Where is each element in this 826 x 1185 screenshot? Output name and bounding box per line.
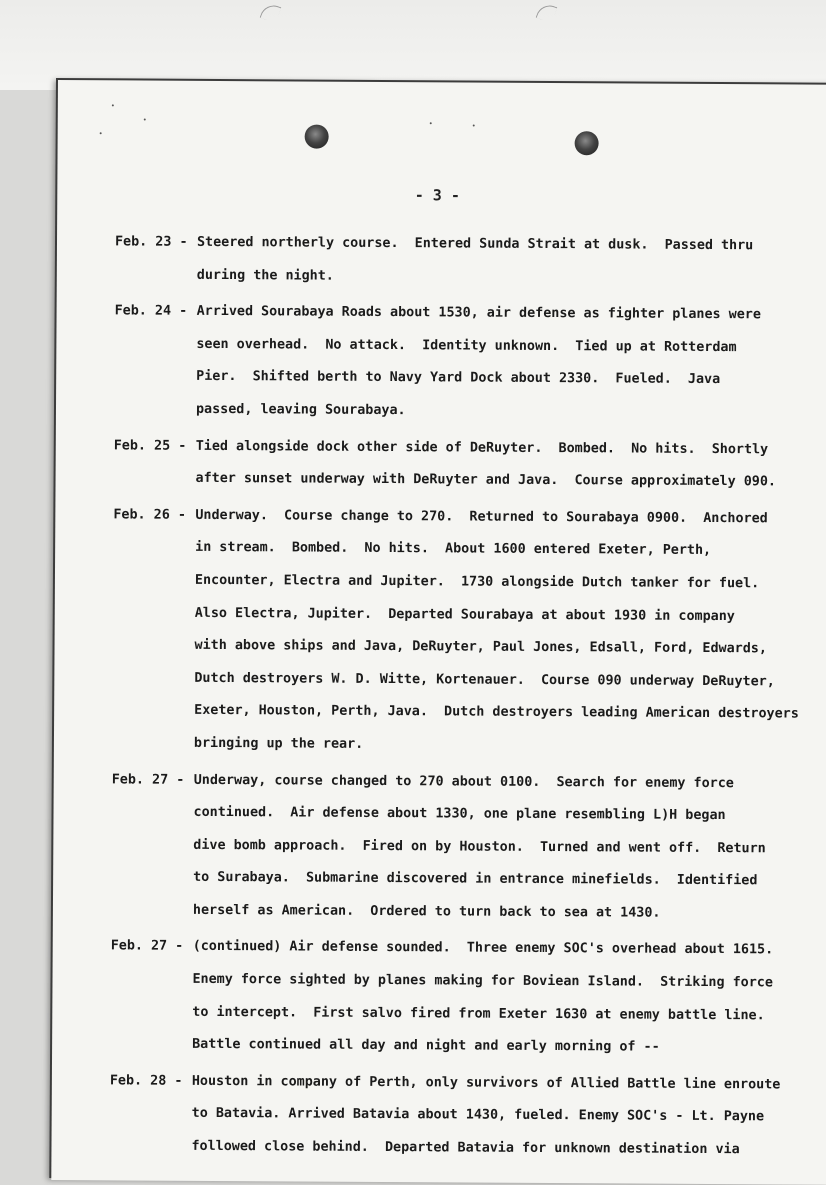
entry-line: Tied alongside dock other side of DeRuyter. Bombed. No hits. Shortly: [195, 438, 769, 457]
entry-text: [192, 931, 811, 1065]
entry-line: Exeter, Houston, Perth, Java. Dutch destroyers leading American destroyers: [194, 703, 799, 722]
entry-date: Feb. 27 -: [110, 938, 184, 955]
log-entry-feb-27-continued: [110, 931, 811, 1066]
entry-line: Also Electra, Jupiter. Departed Sourabaya at about 1930 in company: [194, 605, 735, 624]
entry-line: continued. Air defense about 1330, one plane resembling L)H began: [193, 804, 726, 824]
entry-text: [194, 500, 814, 765]
entry-line: Encounter, Electra and Jupiter. 1730 alongside Dutch tanker for fuel.: [194, 572, 760, 592]
entry-line: after sunset underway with DeRuyter and Java. Course approximately 090.: [195, 471, 777, 490]
page-number: - 3 -: [414, 186, 460, 205]
entry-line: to intercept. First salvo fired from Exeter 1630 at enemy battle line.: [192, 1004, 765, 1023]
log-entries: [109, 226, 815, 1171]
entry-line: to Surabaya. Submarine discovered in entrance minefields. Identified: [193, 870, 758, 889]
entry-date: Feb. 24 -: [114, 303, 188, 319]
log-entry-feb-24: [114, 296, 815, 431]
entry-line: Underway. Course change to 270. Returned to Sourabaya 0900. Anchored: [195, 507, 768, 527]
entry-line: Enemy force sighted by planes making for Boviean Island. Striking force: [192, 971, 773, 991]
document-page: [51, 80, 826, 1185]
punch-hole-right: [575, 131, 599, 155]
entry-line: bringing up the rear.: [193, 735, 364, 752]
entry-date: Feb. 27 -: [111, 771, 185, 788]
entry-line: Underway, course changed to 270 about 0100. Search for enemy force: [193, 772, 734, 791]
staple-mark-right: [536, 2, 558, 24]
entry-line: Houston in company of Perth, only survivors of Allied Battle line enroute: [191, 1073, 781, 1093]
entry-line: herself as American. Ordered to turn back to sea at 1430.: [192, 902, 661, 921]
log-entry-feb-23: [115, 226, 815, 295]
entry-line: seen overhead. No attack. Identity unknown. Tied up at Rotterdam: [196, 336, 737, 355]
entry-line: to Batavia. Arrived Batavia about 1430, fueled. Enemy SOC's - Lt. Payne: [191, 1106, 765, 1125]
entry-text: [191, 1066, 810, 1168]
entry-line: Dutch destroyers W. D. Witte, Kortenauer. Course 090 underway DeRuyter,: [194, 670, 775, 690]
paper-speck: [100, 132, 102, 134]
entry-text: [195, 430, 813, 499]
paper-speck: [430, 122, 432, 124]
background-strip: [0, 0, 826, 90]
entry-date: Feb. 26 -: [113, 507, 186, 523]
entry-line: Pier. Shifted berth to Navy Yard Dock about 2330. Fueled. Java: [196, 369, 721, 388]
entry-date: Feb. 25 -: [113, 437, 187, 454]
entry-line: Steered northerly course. Entered Sunda Strait at dusk. Passed thru: [196, 234, 754, 254]
entry-line: with above ships and Java, DeRuyter, Paul Jones, Edsall, Ford, Edwards,: [194, 637, 767, 657]
entry-line: dive bomb approach. Fired on by Houston. Turned and went off. Return: [193, 837, 766, 857]
entry-line: (continued) Air defense sounded. Three enemy SOC's overhead about 1615.: [192, 939, 774, 958]
entry-line: followed close behind. Departed Batavia for unknown destination via: [191, 1138, 740, 1158]
paper-speck: [144, 119, 146, 121]
log-entry-feb-25: [113, 430, 813, 499]
entry-line: in stream. Bombed. No hits. About 1600 entered Exeter, Perth,: [195, 540, 712, 559]
log-entry-feb-27: [111, 764, 812, 931]
entry-text: [193, 764, 812, 931]
paper-speck: [473, 125, 475, 127]
entry-text: [197, 227, 815, 296]
paper-speck: [112, 104, 114, 106]
punch-hole-left: [305, 125, 329, 149]
entry-date: Feb. 28 -: [109, 1073, 183, 1089]
entry-line: passed, leaving Sourabaya.: [195, 401, 406, 419]
entry-line: Battle continued all day and night and early morning of --: [192, 1037, 660, 1055]
staple-mark-left: [260, 2, 282, 24]
entry-text: [196, 296, 815, 430]
entry-line: Arrived Sourabaya Roads about 1530, air defense as fighter planes were: [196, 304, 761, 323]
log-entry-feb-28: [109, 1065, 810, 1167]
log-entry-feb-26: [112, 499, 814, 764]
entry-date: Feb. 23 -: [114, 234, 188, 250]
entry-line: during the night.: [196, 267, 334, 284]
